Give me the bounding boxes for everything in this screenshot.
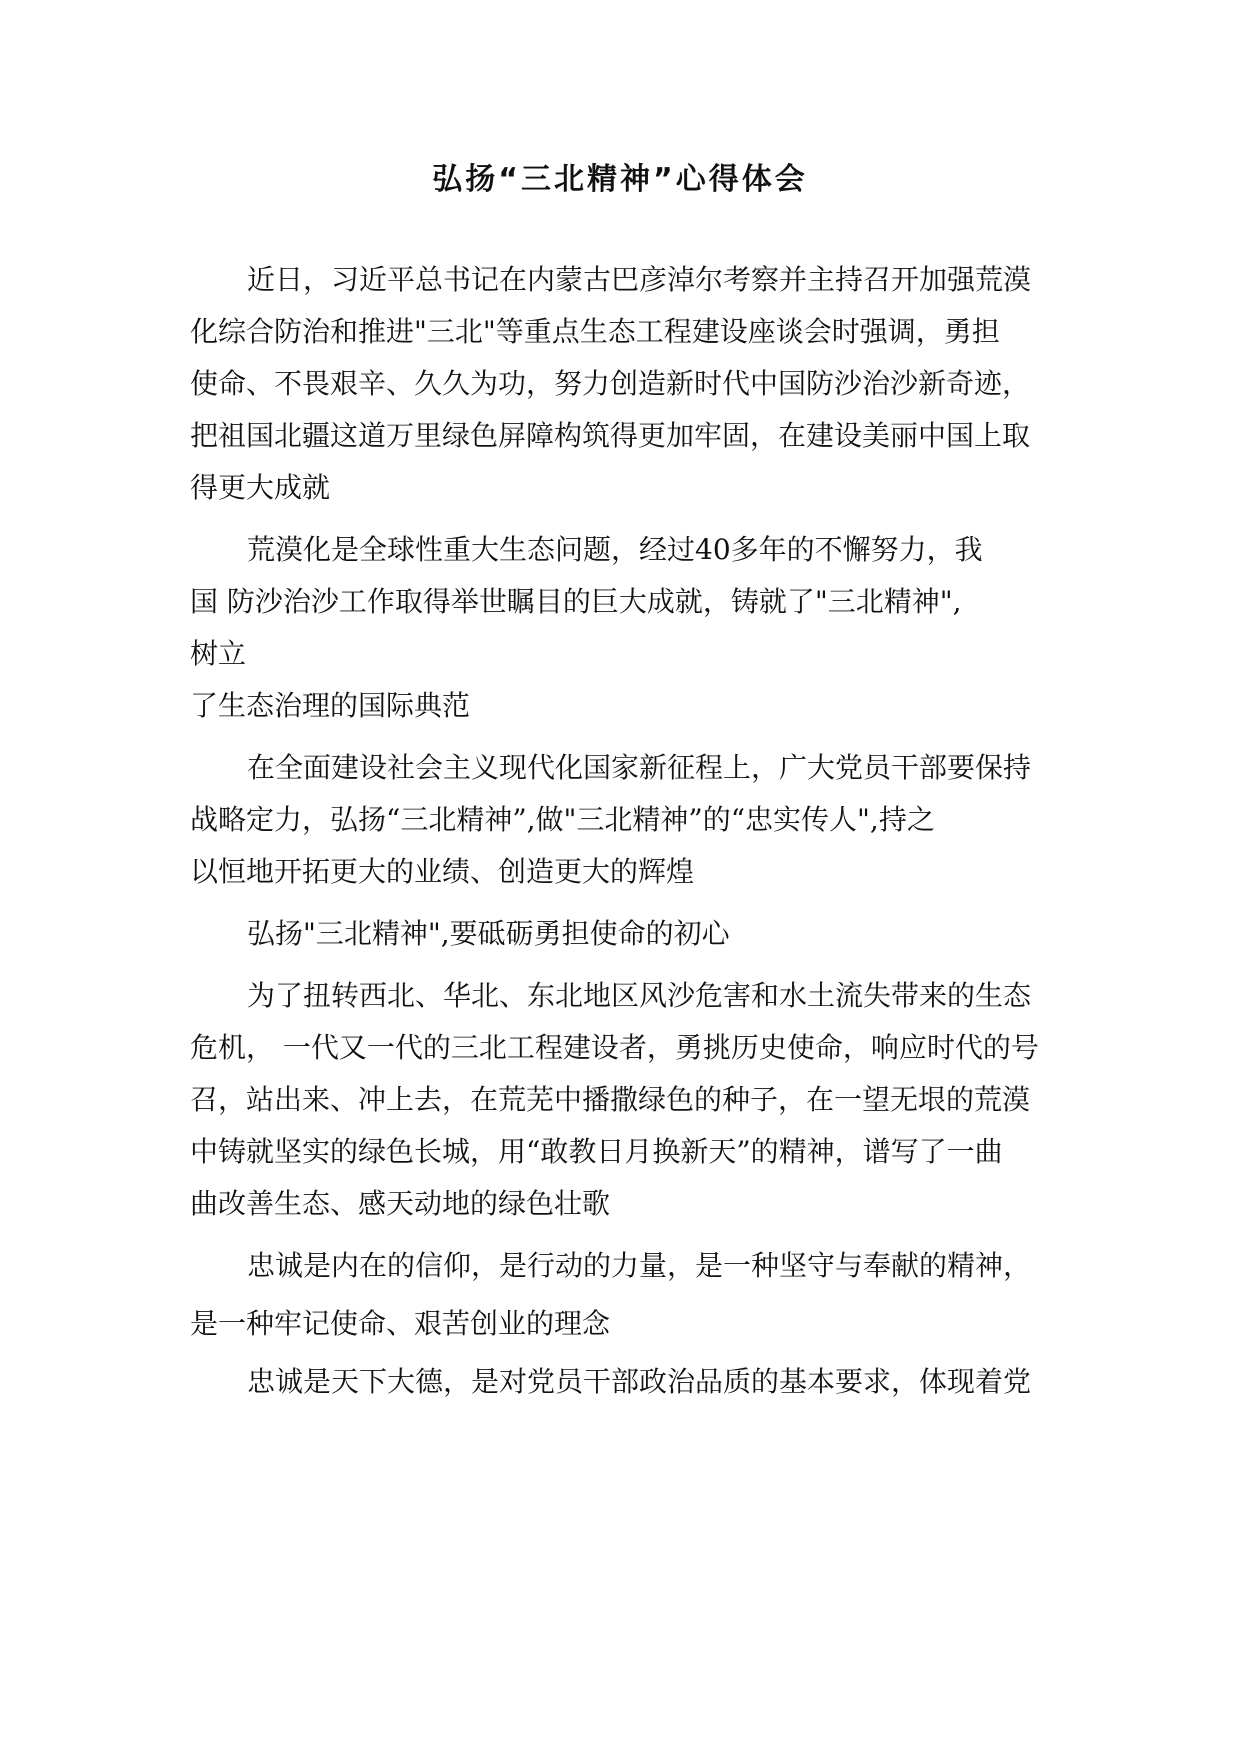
section-heading: 弘扬"三北精神",要砥砺勇担使命的初心 [247, 917, 730, 950]
text-line: 树立 [190, 637, 247, 670]
text-line: 在全面建设社会主义现代化国家新征程上，广大党员干部要保持 [247, 751, 1032, 784]
text-line: 化综合防治和推进"三北"等重点生态工程建设座谈会时强调，勇担 [190, 315, 1000, 348]
document-title: 弘扬“三北精神”心得体会 [432, 162, 808, 197]
text-line: 为了扭转西北、华北、东北地区风沙危害和水土流失带来的生态 [247, 979, 1032, 1012]
text-line: 忠诚是内在的信仰，是行动的力量，是一种坚守与奉献的精神， [247, 1249, 1032, 1282]
text-line: 荒漠化是全球性重大生态问题，经过40多年的不懈努力，我 [247, 533, 983, 566]
text-line: 以恒地开拓更大的业绩、创造更大的辉煌 [190, 855, 695, 888]
text-line: 召，站出来、冲上去，在荒芜中播撒绿色的种子，在一望无垠的荒漠 [190, 1083, 1031, 1116]
text-line: 忠诚是天下大德，是对党员干部政治品质的基本要求，体现着党 [247, 1365, 1032, 1398]
text-line: 了生态治理的国际典范 [190, 689, 471, 722]
text-line: 中铸就坚实的绿色长城，用“敢教日月换新天”的精神，谱写了一曲 [190, 1135, 1003, 1168]
text-line: 使命、不畏艰辛、久久为功，努力创造新时代中国防沙治沙新奇迹， [190, 367, 1031, 400]
text-line: 危机， 一代又一代的三北工程建设者，勇挑历史使命，响应时代的号 [190, 1031, 1039, 1064]
text-line: 是一种牢记使命、艰苦创业的理念 [190, 1307, 611, 1340]
text-line: 国 防沙治沙工作取得举世瞩目的巨大成就，铸就了"三北精神", [190, 585, 962, 618]
text-line: 曲改善生态、感天动地的绿色壮歌 [190, 1187, 611, 1220]
text-line: 把祖国北疆这道万里绿色屏障构筑得更加牢固，在建设美丽中国上取 [190, 419, 1031, 452]
text-line: 得更大成就 [190, 471, 331, 504]
text-line: 近日，习近平总书记在内蒙古巴彦淖尔考察并主持召开加强荒漠 [247, 263, 1032, 296]
text-line: 战略定力，弘扬“三北精神”,做"三北精神”的“忠实传人",持之 [190, 803, 935, 836]
